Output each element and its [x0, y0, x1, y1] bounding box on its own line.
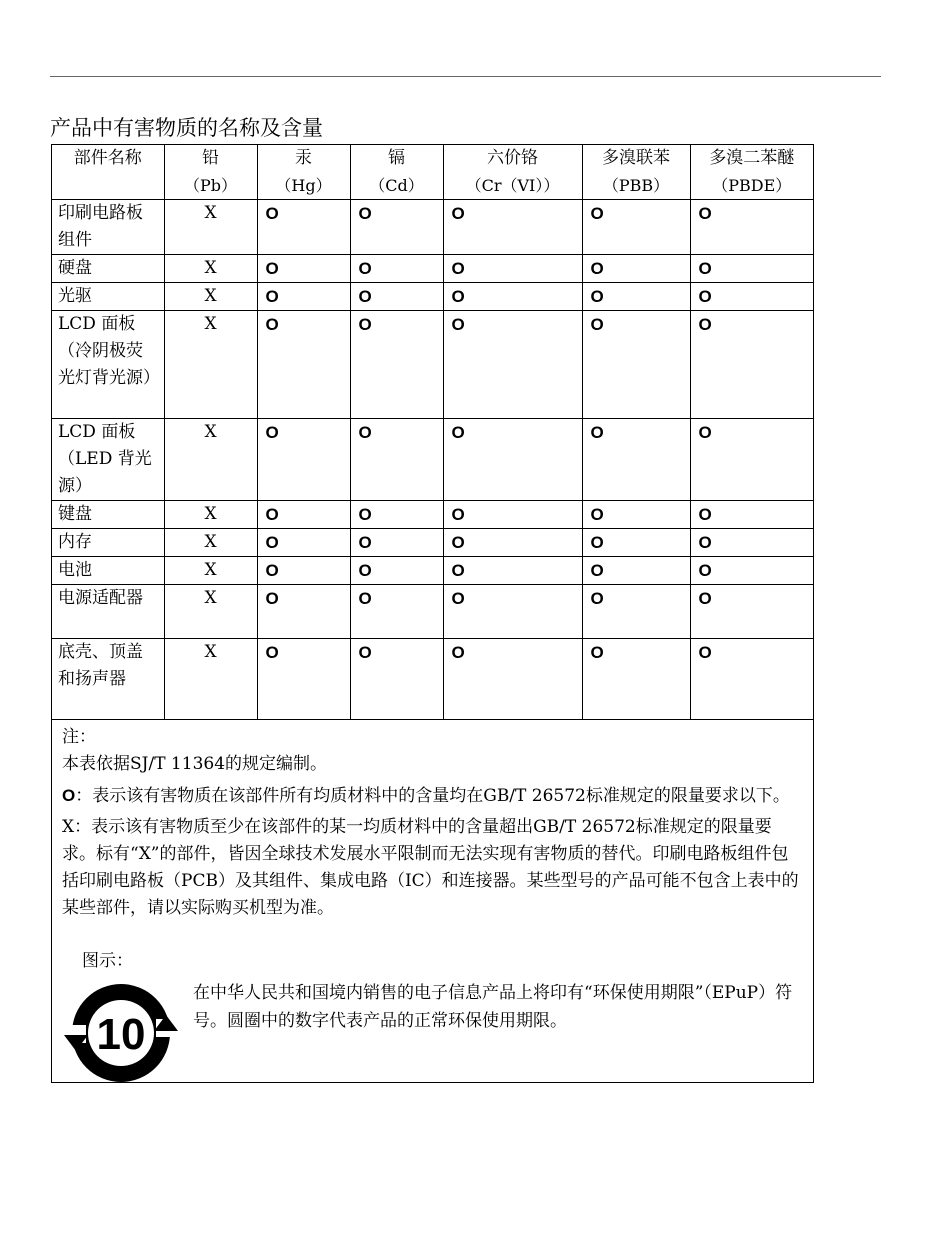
- substance-cell: O: [257, 419, 350, 501]
- header-pbde: 多溴二苯醚 （PBDE）: [690, 145, 813, 200]
- substance-cell: O: [443, 283, 582, 311]
- substance-cell: O: [350, 311, 443, 419]
- table-row: [52, 200, 813, 255]
- substance-cell: O: [582, 639, 690, 720]
- table-row: [52, 419, 813, 501]
- part-name-cell: LCD 面板（冷阴极荧光灯背光源）: [52, 311, 164, 419]
- part-name-cell: 键盘: [52, 501, 164, 529]
- substance-cell: O: [350, 639, 443, 720]
- substance-cell: O: [582, 419, 690, 501]
- notes-label: 注：: [62, 727, 96, 747]
- symbol-label: 图示：: [82, 951, 133, 971]
- substance-cell: O: [690, 639, 813, 720]
- substance-cell: O: [443, 639, 582, 720]
- substance-cell: O: [350, 529, 443, 557]
- substance-cell: O: [257, 311, 350, 419]
- substance-cell: O: [690, 501, 813, 529]
- substance-cell: X: [164, 419, 257, 501]
- hazardous-substances-frame: [51, 144, 814, 1083]
- substance-cell: X: [164, 529, 257, 557]
- substance-cell: O: [690, 255, 813, 283]
- substance-cell: O: [690, 585, 813, 639]
- substance-cell: O: [582, 200, 690, 255]
- substance-cell: O: [350, 200, 443, 255]
- hazardous-substances-table: [52, 145, 813, 720]
- part-name-cell: 印刷电路板组件: [52, 200, 164, 255]
- part-name-cell: LCD 面板（LED 背光源）: [52, 419, 164, 501]
- substance-cell: O: [257, 557, 350, 585]
- header-hg: 汞 （Hg）: [257, 145, 350, 200]
- substance-cell: O: [582, 501, 690, 529]
- substance-cell: O: [690, 283, 813, 311]
- header-pbb: 多溴联苯 （PBB）: [582, 145, 690, 200]
- substance-cell: O: [582, 311, 690, 419]
- top-rule: [50, 76, 881, 77]
- table-row: [52, 501, 813, 529]
- substance-cell: X: [164, 200, 257, 255]
- substance-cell: O: [443, 585, 582, 639]
- notes-section: [52, 720, 813, 922]
- substance-cell: O: [443, 419, 582, 501]
- substance-cell: O: [443, 255, 582, 283]
- table-row: [52, 557, 813, 585]
- substance-cell: O: [582, 557, 690, 585]
- part-name-cell: 电源适配器: [52, 585, 164, 639]
- epup-number: 10: [96, 1010, 146, 1059]
- substance-cell: X: [164, 557, 257, 585]
- substance-cell: O: [350, 585, 443, 639]
- substance-cell: O: [443, 529, 582, 557]
- substance-cell: O: [443, 557, 582, 585]
- notes-o-explanation: O：表示该有害物质在该部件所有均质材料中的含量均在GB/T 26572标准规定的限量要求以下。: [62, 786, 790, 806]
- substance-cell: O: [257, 200, 350, 255]
- header-cr6: 六价铬 （Cr（VI））: [443, 145, 582, 200]
- substance-cell: O: [690, 529, 813, 557]
- part-name-cell: 内存: [52, 529, 164, 557]
- substance-cell: X: [164, 639, 257, 720]
- substance-cell: O: [443, 501, 582, 529]
- table-row: [52, 585, 813, 639]
- header-part: 部件名称: [52, 145, 164, 200]
- substance-cell: O: [257, 529, 350, 557]
- table-row: [52, 283, 813, 311]
- table-row: [52, 529, 813, 557]
- substance-cell: O: [582, 283, 690, 311]
- table-row: [52, 639, 813, 720]
- substance-cell: X: [164, 585, 257, 639]
- substance-cell: O: [350, 557, 443, 585]
- substance-cell: X: [164, 311, 257, 419]
- epup-symbol-section: [52, 922, 813, 1082]
- header-pb: 铅 （Pb）: [164, 145, 257, 200]
- substance-cell: O: [257, 585, 350, 639]
- substance-cell: O: [443, 200, 582, 255]
- page-title: 产品中有害物质的名称及含量: [50, 116, 323, 140]
- part-name-cell: 电池: [52, 557, 164, 585]
- substance-cell: O: [350, 255, 443, 283]
- substance-cell: O: [257, 639, 350, 720]
- substance-cell: X: [164, 283, 257, 311]
- substance-cell: O: [582, 585, 690, 639]
- substance-cell: O: [690, 419, 813, 501]
- table-row: [52, 255, 813, 283]
- substance-cell: O: [350, 501, 443, 529]
- part-name-cell: 硬盘: [52, 255, 164, 283]
- table-header-row: [52, 145, 813, 200]
- substance-cell: O: [257, 283, 350, 311]
- table-row: [52, 311, 813, 419]
- substance-cell: O: [690, 557, 813, 585]
- epup-description: 在中华人民共和国境内销售的电子信息产品上将印有“环保使用期限”（EPuP）符号。圆圈中的数字代表产品的正常环保使用期限。: [193, 983, 793, 1031]
- part-name-cell: 底壳、顶盖和扬声器: [52, 639, 164, 720]
- substance-cell: O: [690, 311, 813, 419]
- epup-10-icon: [62, 979, 180, 1087]
- part-name-cell: 光驱: [52, 283, 164, 311]
- substance-cell: O: [443, 311, 582, 419]
- header-cd: 镉 （Cd）: [350, 145, 443, 200]
- notes-basis: 本表依据SJ/T 11364的规定编制。: [62, 754, 328, 774]
- notes-x-explanation: X：表示该有害物质至少在该部件的某一均质材料中的含量超出GB/T 26572标准规定的限量要求。标有“X”的部件，皆因全球技术发展水平限制而无法实现有害物质的替代。印刷电路板组件包括印刷电路板（PCB）及其组件、集成电路（IC）和连接器。某些型号的产品可能不包含上表中的某些部件，请以实际购买机型为准。: [62, 817, 799, 918]
- substance-cell: O: [257, 255, 350, 283]
- substance-cell: O: [582, 255, 690, 283]
- substance-cell: O: [690, 200, 813, 255]
- substance-cell: O: [350, 283, 443, 311]
- substance-cell: O: [350, 419, 443, 501]
- substance-cell: X: [164, 501, 257, 529]
- substance-cell: O: [257, 501, 350, 529]
- substance-cell: X: [164, 255, 257, 283]
- substance-cell: O: [582, 529, 690, 557]
